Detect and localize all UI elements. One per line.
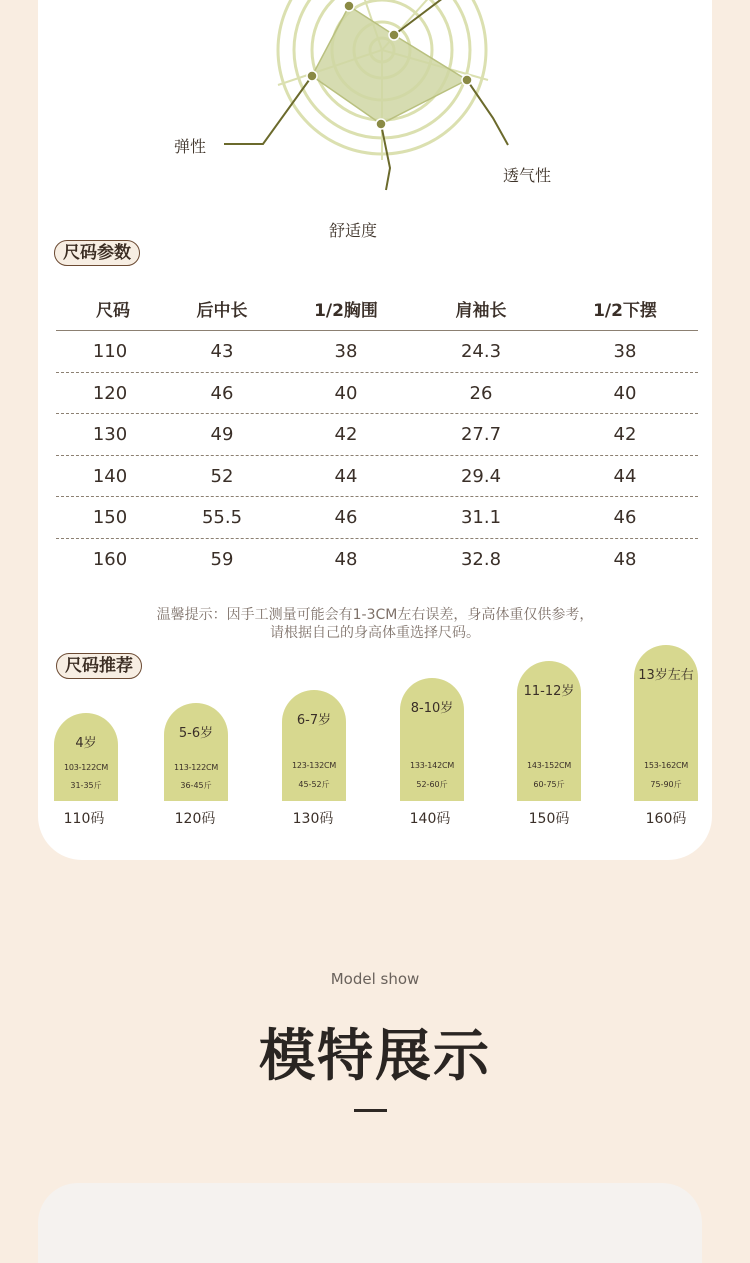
radar-label-breathability: 透气性 <box>503 166 552 185</box>
size-table <box>56 286 698 579</box>
cell-half-hem: 38 <box>613 341 637 362</box>
measurement-hint-line1: 温馨提示：因手工测量可能会有1-3CM左右误差，身高体重仅供参考， <box>156 607 594 623</box>
header-half-hem: 1/2下摆 <box>593 301 657 321</box>
size-recommend-item <box>54 713 118 801</box>
cell-half-chest: 46 <box>334 507 358 528</box>
title-divider <box>354 1109 387 1112</box>
table-row <box>56 497 698 539</box>
cell-half-chest: 44 <box>334 465 358 487</box>
cell-back-length: 52 <box>210 465 234 487</box>
cell-half-hem: 44 <box>613 465 637 487</box>
model-show-title: 模特展示 <box>259 1024 491 1089</box>
arch-weight-range: 36-45斤 <box>180 781 212 790</box>
arch-weight-range: 45-52斤 <box>298 780 330 789</box>
size-recommend-item <box>282 690 346 801</box>
cell-back-length: 46 <box>210 382 234 404</box>
cell-half-hem: 48 <box>613 548 637 570</box>
cell-size: 130 <box>92 424 128 445</box>
cell-back-length: 43 <box>210 341 234 362</box>
cell-half-hem: 40 <box>613 382 637 404</box>
table-row <box>56 456 698 498</box>
size-code-label: 130码 <box>292 811 334 827</box>
cell-shoulder-sleeve: 32.8 <box>460 548 502 570</box>
arch-height-range: 113-122CM <box>173 763 219 772</box>
table-row <box>56 331 698 373</box>
header-back-length: 后中长 <box>196 301 248 321</box>
cell-half-hem: 46 <box>613 507 637 528</box>
model-show-subtitle: Model show <box>330 970 420 988</box>
cell-shoulder-sleeve: 31.1 <box>460 507 502 528</box>
cell-size: 150 <box>92 507 128 528</box>
size-code-label: 110码 <box>63 811 105 827</box>
model-photo-card <box>38 1183 702 1263</box>
arch-age: 4岁 <box>75 736 97 751</box>
arch-age: 13岁左右 <box>638 668 694 683</box>
cell-size: 120 <box>92 382 128 404</box>
arch-weight-range: 75-90斤 <box>650 780 682 789</box>
cell-back-length: 49 <box>210 424 234 445</box>
cell-shoulder-sleeve: 26 <box>469 382 493 404</box>
cell-half-chest: 40 <box>334 382 358 404</box>
size-code-label: 160码 <box>645 811 687 827</box>
size-code-label: 150码 <box>528 811 570 827</box>
cell-size: 160 <box>92 548 128 570</box>
cell-size: 140 <box>92 465 128 487</box>
cell-shoulder-sleeve: 27.7 <box>460 424 502 445</box>
arch-height-range: 153-162CM <box>643 761 689 770</box>
arch-weight-range: 31-35斤 <box>70 781 102 790</box>
cell-back-length: 55.5 <box>201 507 243 528</box>
arch-age: 5-6岁 <box>178 726 214 741</box>
arch-height-range: 133-142CM <box>409 761 455 770</box>
measurement-hint-line2: 请根据自己的身高体重选择尺码。 <box>270 625 480 641</box>
size-recommend-item <box>164 703 228 801</box>
table-header <box>56 286 698 331</box>
size-recommend-item <box>517 661 581 801</box>
cell-shoulder-sleeve: 29.4 <box>460 465 502 487</box>
size-code-label: 120码 <box>174 811 216 827</box>
header-half-chest: 1/2胸围 <box>314 301 378 321</box>
arch-height-range: 123-132CM <box>291 761 337 770</box>
cell-half-chest: 48 <box>334 548 358 570</box>
cell-half-chest: 38 <box>334 341 358 362</box>
radar-label-comfort: 舒适度 <box>329 221 378 240</box>
arch-weight-range: 60-75斤 <box>533 780 565 789</box>
cell-half-hem: 42 <box>613 424 637 445</box>
table-row <box>56 539 698 580</box>
table-row <box>56 414 698 456</box>
arch-height-range: 143-152CM <box>526 761 572 770</box>
table-row <box>56 373 698 415</box>
cell-back-length: 59 <box>210 548 234 570</box>
size-recommend-item <box>634 645 698 801</box>
size-recommend-title: 尺码推荐 <box>56 653 142 679</box>
size-recommend-item <box>400 678 464 801</box>
arch-age: 6-7岁 <box>296 713 332 728</box>
arch-age: 11-12岁 <box>523 684 575 699</box>
cell-half-chest: 42 <box>334 424 358 445</box>
size-code-label: 140码 <box>409 811 451 827</box>
arch-height-range: 103-122CM <box>63 763 109 772</box>
arch-weight-range: 52-60斤 <box>416 780 448 789</box>
radar-label-elasticity: 弹性 <box>174 137 207 156</box>
header-shoulder-sleeve: 肩袖长 <box>455 301 507 321</box>
size-params-title: 尺码参数 <box>54 240 140 266</box>
cell-size: 110 <box>92 341 128 362</box>
cell-shoulder-sleeve: 24.3 <box>460 341 502 362</box>
arch-age: 8-10岁 <box>410 701 454 716</box>
header-size: 尺码 <box>96 301 130 321</box>
